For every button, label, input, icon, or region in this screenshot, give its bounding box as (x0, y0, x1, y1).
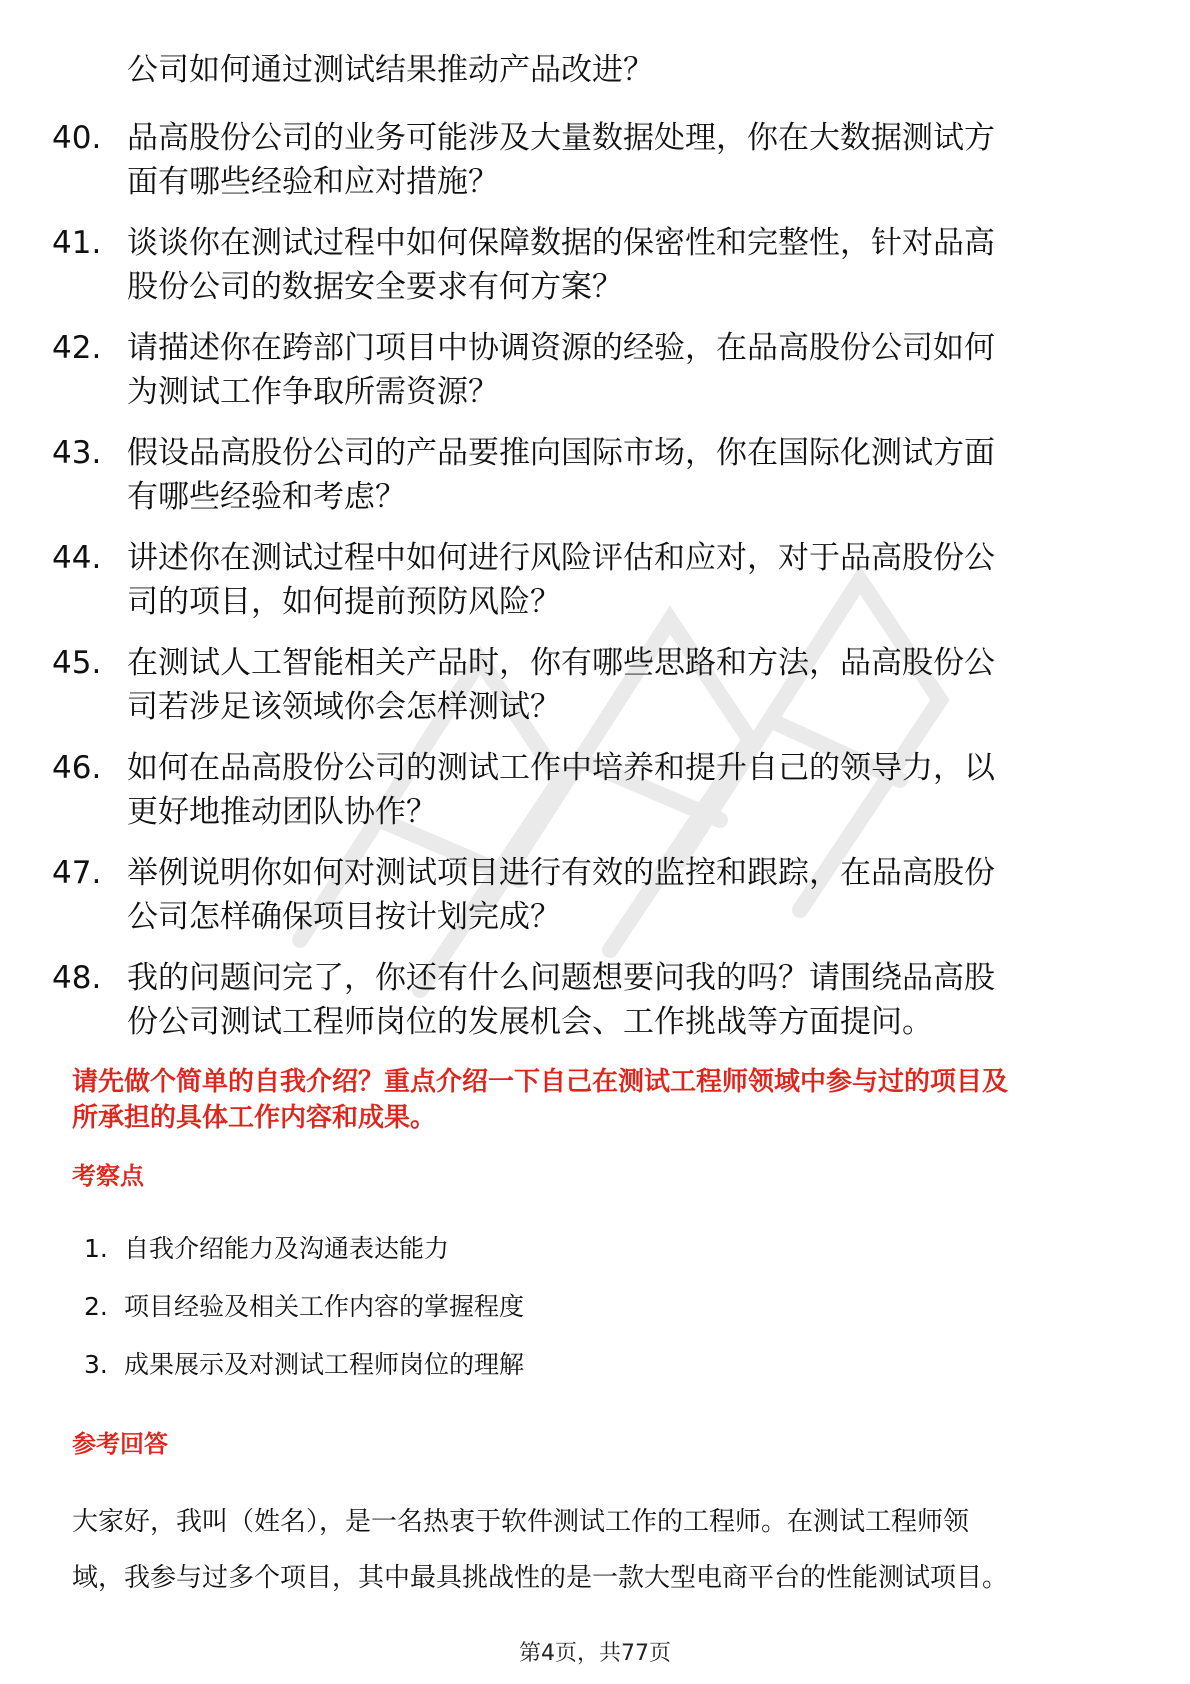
question-item (52, 641, 1122, 729)
question-number: 46. (52, 750, 102, 786)
question-text-line: 更好地推动团队协作？ (127, 794, 437, 830)
question-number: 48. (52, 960, 102, 996)
question-number: 44. (52, 540, 102, 576)
question-text-line: 在测试人工智能相关产品时，你有哪些思路和方法，品高股份公 (127, 645, 995, 681)
question-item (52, 431, 1122, 519)
assessment-title: 考察点 (72, 1162, 144, 1190)
question-text-line: 公司怎样确保项目按计划完成？ (127, 899, 561, 935)
question-number: 45. (52, 645, 102, 681)
point-number: 1. (84, 1234, 108, 1263)
page-footer: 第4页，共77页 (519, 1641, 671, 1666)
main-question-line: 所承担的具体工作内容和成果。 (72, 1103, 437, 1133)
assessment-point (84, 1232, 524, 1266)
question-text-line: 为测试工作争取所需资源？ (127, 374, 499, 410)
reference-answer-title: 参考回答 (72, 1430, 168, 1458)
assessment-points-list (84, 1232, 524, 1406)
main-question-line: 请先做个简单的自我介绍？重点介绍一下自己在测试工程师领域中参与过的项目及 (72, 1067, 1009, 1097)
question-number: 40. (52, 120, 102, 156)
question-text-line: 面有哪些经验和应对措施？ (127, 164, 499, 200)
assessment-point (84, 1290, 524, 1324)
question-text-line: 司的项目，如何提前预防风险？ (127, 584, 561, 620)
question-text-line: 司若涉足该领域你会怎样测试？ (127, 689, 561, 725)
question-list (52, 116, 1122, 1061)
main-question-heading (72, 1064, 1132, 1136)
question-text-line: 请描述你在跨部门项目中协调资源的经验，在品高股份公司如何 (127, 330, 995, 366)
question-number: 42. (52, 330, 102, 366)
question-text-line: 我的问题问完了，你还有什么问题想要问我的吗？请围绕品高股 (127, 960, 995, 996)
question-text-line: 如何在品高股份公司的测试工作中培养和提升自己的领导力，以 (127, 750, 995, 786)
question-text-line: 股份公司的数据安全要求有何方案？ (127, 269, 623, 305)
question-continuation: 公司如何通过测试结果推动产品改进？ (127, 52, 654, 88)
question-item (52, 956, 1122, 1044)
question-item (52, 116, 1122, 204)
point-text: 成果展示及对测试工程师岗位的理解 (124, 1350, 525, 1379)
question-text-line: 品高股份公司的业务可能涉及大量数据处理，你在大数据测试方 (127, 120, 995, 156)
question-text-line: 举例说明你如何对测试项目进行有效的监控和跟踪，在品高股份 (127, 855, 995, 891)
question-number: 43. (52, 435, 102, 471)
reference-answer-body (72, 1494, 1122, 1606)
question-item (52, 746, 1122, 834)
answer-line: 大家好，我叫（姓名），是一名热衷于软件测试工作的工程师。在测试工程师领 (72, 1507, 970, 1537)
question-number: 41. (52, 225, 102, 261)
point-number: 3. (84, 1350, 108, 1379)
question-text-line: 份公司测试工程师岗位的发展机会、工作挑战等方面提问。 (127, 1004, 933, 1040)
question-item (52, 536, 1122, 624)
point-text: 自我介绍能力及沟通表达能力 (124, 1234, 450, 1263)
question-text-line: 讲述你在测试过程中如何进行风险评估和应对，对于品高股份公 (127, 540, 995, 576)
answer-line: 域，我参与过多个项目，其中最具挑战性的是一款大型电商平台的性能测试项目。 (72, 1563, 1009, 1593)
question-item (52, 851, 1122, 939)
point-number: 2. (84, 1292, 108, 1321)
question-text-line: 谈谈你在测试过程中如何保障数据的保密性和完整性，针对品高 (127, 225, 995, 261)
point-text: 项目经验及相关工作内容的掌握程度 (124, 1292, 525, 1321)
question-number: 47. (52, 855, 102, 891)
question-text-line: 假设品高股份公司的产品要推向国际市场，你在国际化测试方面 (127, 435, 995, 471)
question-item (52, 326, 1122, 414)
question-item (52, 221, 1122, 309)
assessment-point (84, 1348, 524, 1382)
question-text-line: 有哪些经验和考虑？ (127, 479, 406, 515)
